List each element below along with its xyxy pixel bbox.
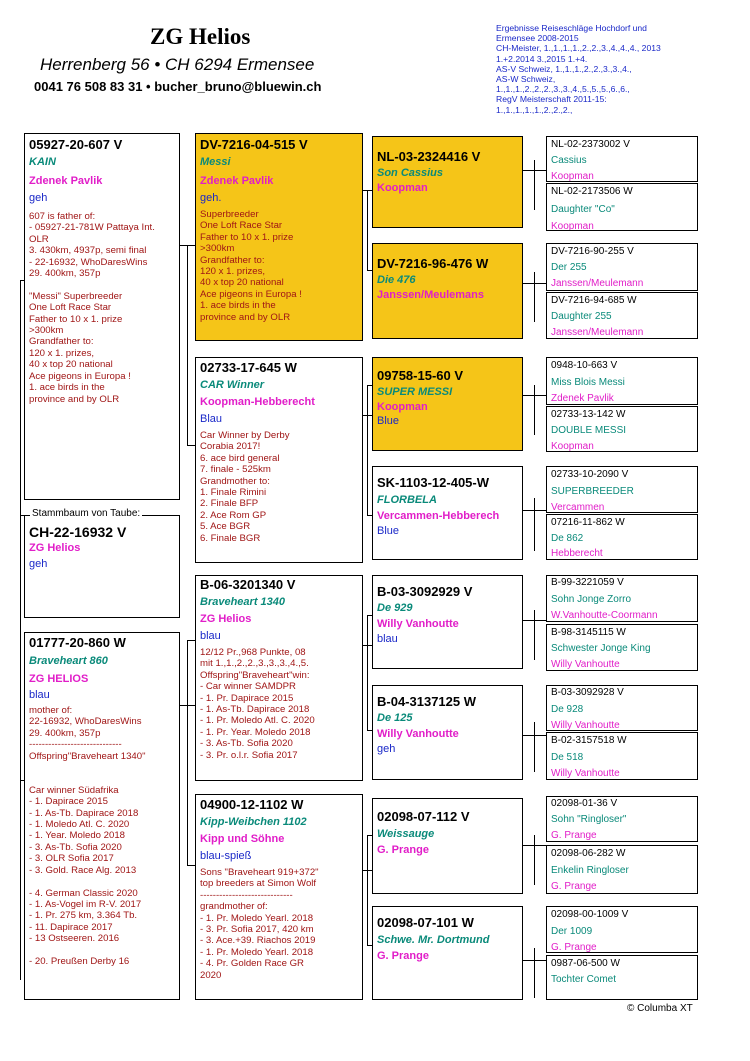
gen3-breeder: Janssen/Meulemans <box>377 289 484 301</box>
sire-card <box>24 133 180 500</box>
gen4-card <box>546 243 698 291</box>
gen4-breeder: Koopman <box>551 441 594 452</box>
gen4-breeder: Willy Vanhoutte <box>551 659 620 670</box>
dam-notes: mother of: 22-16932, WhoDaresWins 29. 400km, 357p ----------------------------- Offspring"Braveheart 1340" Car winner Südafrika - 1. Dapirace 2015 - 1. As-Tb. Dapirace 2018 - 1. Moledo Atl. C. 2020 - 1. Year. Moledo 2018 - 3. As-Tb. Sofia 2020 - 3. OLR Sofia 2017 - 3. Gold. Race Alg. 2013 - 4. German Classic 2020 - 1. As-Vogel im R-V. 2017 - 1. Pr. 275 km, 3.364 Tb. - 11. Dapirace 2017 - 13 Ostseeren. 2016 - 20. Preußen Derby 16 <box>29 705 146 967</box>
gen3-name: Son Cassius <box>377 167 444 179</box>
gen2-card <box>195 575 363 781</box>
gen4-breeder: Zdenek Pavlik <box>551 393 614 404</box>
gen2-notes: 12/12 Pr.,968 Punkte, 08 mit 1.,1.,2.,2.,3.,3.,3.,4.,5. Offspring"Braveheart"win: - Car winner SAMDPR - 1. Pr. Dapirace 2015 - 1. As-Tb. Dapirace 2018 - 1. Pr. Moledo Atl. C. 2020 - 1. Pr. Year. Moledo 2018 - 3. As-Tb. Sofia 2020 - 3. Pr. o.l.r. Sofia 2017 <box>200 647 315 761</box>
subject-color: geh <box>29 558 48 570</box>
dam-name: Braveheart 860 <box>29 655 108 667</box>
results-summary: Ergebnisse Reiseschläge Hochdorf und Ermensee 2008-2015 CH-Meister, 1.,1.,1.,1.,2.,2.,3.,4.,4.,4., 2013 1.+2.2014 3.,2015 1.+4. AS-V Schweiz, 1.,1.,1.,2.,2.,3.,3.,4., AS-W Schweiz, 1.,1.,1.,2.,2.,2.,3.,3.,4.,5.,5.,5.,6.,6., RegV Meisterschaft 2011-15: 1.,1.,1.,1.,1.,2.,2.,2., <box>496 23 661 115</box>
gen3-breeder: Koopman <box>377 401 428 413</box>
gen4-name: Schwester Jonge King <box>551 643 651 654</box>
gen4-breeder: Hebberecht <box>551 548 603 559</box>
gen4-card <box>546 357 698 405</box>
gen3-card <box>372 906 523 1000</box>
sire-color: geh <box>29 192 48 204</box>
gen4-card <box>546 845 698 894</box>
gen3-name: Schwe. Mr. Dortmund <box>377 934 490 946</box>
gen3-ring: 02098-07-112 V <box>377 809 470 824</box>
gen2-notes: Car Winner by Derby Corabia 2017! 6. ace bird general 7. finale - 525km Grandmother to: 1. Finale Rimini 2. Finale BFP 2. Ace Rom GP 5. Ace BGR 6. Finale BGR <box>200 430 290 544</box>
gen4-ring: DV-7216-90-255 V <box>551 246 634 257</box>
gen2-color: blau-spieß <box>200 850 252 862</box>
gen4-card <box>546 575 698 622</box>
gen4-breeder: G. Prange <box>551 942 597 953</box>
gen4-ring: B-98-3145115 W <box>551 627 626 638</box>
gen3-color: geh <box>377 743 396 755</box>
gen4-ring: 02098-06-282 W <box>551 848 626 859</box>
gen4-ring: 0948-10-663 V <box>551 360 618 371</box>
contact: 0041 76 508 83 31 • bucher_bruno@bluewin.ch <box>34 79 322 94</box>
gen3-card <box>372 685 523 780</box>
sire-ring: 05927-20-607 V <box>29 137 123 152</box>
gen4-breeder: Koopman <box>551 171 594 182</box>
gen4-breeder: Vercammen <box>551 502 605 513</box>
gen4-breeder: G. Prange <box>551 830 597 841</box>
gen4-name: Enkelin Ringloser <box>551 865 629 876</box>
gen4-card <box>546 906 698 953</box>
gen4-name: De 928 <box>551 704 584 715</box>
gen3-color: Blue <box>377 525 400 537</box>
dam-color: blau <box>29 689 50 701</box>
subject-ring: CH-22-16932 V <box>29 524 127 540</box>
gen2-notes: Sons "Braveheart 919+372" top breeders at Simon Wolf ----------------------------- grandmother of: - 1. Pr. Moledo Yearl. 2018 - 3. Pr. Sofia 2017, 420 km - 3. Ace.+39. Riachos 2019 - 1. Pr. Moledo Yearl. 2018 - 4. Pr. Golden Race GR 2020 <box>200 867 319 981</box>
gen3-ring: 02098-07-101 W <box>377 915 474 930</box>
gen4-card <box>546 406 698 452</box>
gen4-breeder: G. Prange <box>551 881 597 892</box>
gen2-breeder: Zdenek Pavlik <box>200 175 274 187</box>
gen3-breeder: Vercammen-Hebberech <box>377 510 500 522</box>
dam-card <box>24 632 180 1000</box>
gen4-name: Sohn "Ringloser" <box>551 814 627 825</box>
gen2-card <box>195 794 363 1000</box>
gen2-card <box>195 357 363 563</box>
sire-breeder: Zdenek Pavlik <box>29 175 103 187</box>
gen4-name: Miss Blois Messi <box>551 377 625 388</box>
gen3-breeder: G. Prange <box>377 844 429 856</box>
copyright: © Columba XT <box>627 1003 693 1014</box>
gen3-card <box>372 466 523 560</box>
gen4-name: Der 255 <box>551 262 587 273</box>
gen2-color: Blau <box>200 413 223 425</box>
gen4-name: Der 1009 <box>551 926 593 937</box>
gen2-breeder: Koopman-Hebberecht <box>200 396 315 408</box>
gen4-name: DOUBLE MESSI <box>551 425 627 436</box>
gen2-color: blau <box>200 630 221 642</box>
gen3-name: FLORBELA <box>377 494 437 506</box>
gen2-ring: B-06-3201340 V <box>200 577 296 592</box>
subject-caption: Stammbaum von Taube: <box>32 508 141 519</box>
gen4-breeder: Willy Vanhoutte <box>551 720 620 731</box>
gen3-card <box>372 357 523 451</box>
gen4-name: Cassius <box>551 155 587 166</box>
dam-ring: 01777-20-860 W <box>29 635 126 650</box>
gen4-ring: DV-7216-94-685 W <box>551 295 637 306</box>
gen4-breeder: Willy Vanhoutte <box>551 768 620 779</box>
gen2-name: Braveheart 1340 <box>200 596 286 608</box>
gen4-card <box>546 466 698 513</box>
gen4-card <box>546 183 698 231</box>
gen3-name: SUPER MESSI <box>377 386 453 398</box>
gen4-card <box>546 732 698 780</box>
gen4-card <box>546 685 698 731</box>
gen2-name: Messi <box>200 156 231 168</box>
gen3-card <box>372 243 523 339</box>
gen3-breeder: Willy Vanhoutte <box>377 728 459 740</box>
gen4-name: Daughter 255 <box>551 311 612 322</box>
gen3-ring: SK-1103-12-405-W <box>377 475 489 490</box>
gen4-ring: 02733-10-2090 V <box>551 469 629 480</box>
gen3-breeder: G. Prange <box>377 950 429 962</box>
gen4-breeder: Janssen/Meulemann <box>551 327 644 338</box>
gen3-name: De 929 <box>377 602 413 614</box>
gen2-breeder: Kipp und Söhne <box>200 833 285 845</box>
gen3-name: De 125 <box>377 712 413 724</box>
gen4-ring: 07216-11-862 W <box>551 517 625 528</box>
gen4-ring: B-99-3221059 V <box>551 577 624 588</box>
gen3-ring: DV-7216-96-476 W <box>377 256 489 271</box>
gen2-name: CAR Winner <box>200 379 265 391</box>
dam-breeder: ZG HELIOS <box>29 673 89 685</box>
gen3-ring: NL-03-2324416 V <box>377 149 481 164</box>
gen4-ring: 0987-06-500 W <box>551 958 620 969</box>
gen3-breeder: Koopman <box>377 182 428 194</box>
gen4-card <box>546 796 698 842</box>
gen4-name: De 518 <box>551 752 584 763</box>
sire-notes: 607 is father of: - 05927-21-781W Pattaya Int. OLR 3. 430km, 4937p, semi final - 22-16932, WhoDaresWins 29. 400km, 357p "Messi" Superbreeder One Loft Race Star Father to 10 x 1. prize >300km Grandfather to: 120 x 1. prizes, 40 x top 20 national Ace pigeons in Europa ! 1. ace birds in the province and by OLR <box>29 211 155 405</box>
gen4-name: SUPERBREEDER <box>551 486 634 497</box>
gen2-notes: Superbreeder One Loft Race Star Father to 10 x 1. prize >300km Grandfather to: 120 x 1. prizes, 40 x top 20 national Ace pigeons in Europa ! 1. ace birds in the province and by OLR <box>200 209 302 323</box>
gen4-breeder: W.Vanhoutte-Coormann <box>551 610 658 621</box>
gen4-card <box>546 955 698 1000</box>
gen4-card <box>546 514 698 560</box>
gen3-ring: B-03-3092929 V <box>377 584 473 599</box>
gen3-card <box>372 798 523 894</box>
address: Herrenberg 56 • CH 6294 Ermensee <box>40 55 315 74</box>
gen3-color: Blue <box>377 415 400 427</box>
gen2-name: Kipp-Weibchen 1102 <box>200 816 307 828</box>
subject-card <box>24 515 180 618</box>
gen4-ring: 02733-13-142 W <box>551 409 626 420</box>
gen2-breeder: ZG Helios <box>200 613 252 625</box>
gen4-ring: B-03-3092928 V <box>551 687 624 698</box>
gen2-ring: 02733-17-645 W <box>200 360 297 375</box>
gen4-ring: 02098-01-36 V <box>551 798 618 809</box>
page-title: ZG Helios <box>150 24 251 49</box>
gen2-ring: 04900-12-1102 W <box>200 797 304 812</box>
gen3-ring: 09758-15-60 V <box>377 368 464 383</box>
gen2-card <box>195 133 363 341</box>
gen3-breeder: Willy Vanhoutte <box>377 618 459 630</box>
gen3-color: blau <box>377 633 398 645</box>
gen4-name: Daughter "Co" <box>551 204 615 215</box>
gen4-ring: NL-02-2373002 V <box>551 139 630 150</box>
gen4-breeder: Janssen/Meulemann <box>551 278 644 289</box>
gen4-card <box>546 136 698 182</box>
gen3-card <box>372 136 523 228</box>
gen4-ring: B-02-3157518 W <box>551 735 627 746</box>
gen3-card <box>372 575 523 669</box>
gen4-ring: 02098-00-1009 V <box>551 909 629 920</box>
gen4-breeder: Koopman <box>551 221 594 231</box>
gen4-card <box>546 624 698 671</box>
gen4-breeder <box>547 987 697 991</box>
gen3-ring: B-04-3137125 W <box>377 694 476 709</box>
gen4-name: Tochter Comet <box>551 974 617 985</box>
gen4-name: De 862 <box>551 533 584 544</box>
sire-name: KAIN <box>29 156 56 168</box>
gen3-name: Weissauge <box>377 828 435 840</box>
gen4-card <box>546 292 698 339</box>
gen4-ring: NL-02-2173506 W <box>551 186 633 197</box>
gen2-color: geh. <box>200 192 222 204</box>
subject-name: ZG Helios <box>29 542 81 554</box>
gen4-name: Sohn Jonge Zorro <box>551 594 632 605</box>
gen3-name: Die 476 <box>377 274 416 286</box>
gen2-ring: DV-7216-04-515 V <box>200 137 308 152</box>
